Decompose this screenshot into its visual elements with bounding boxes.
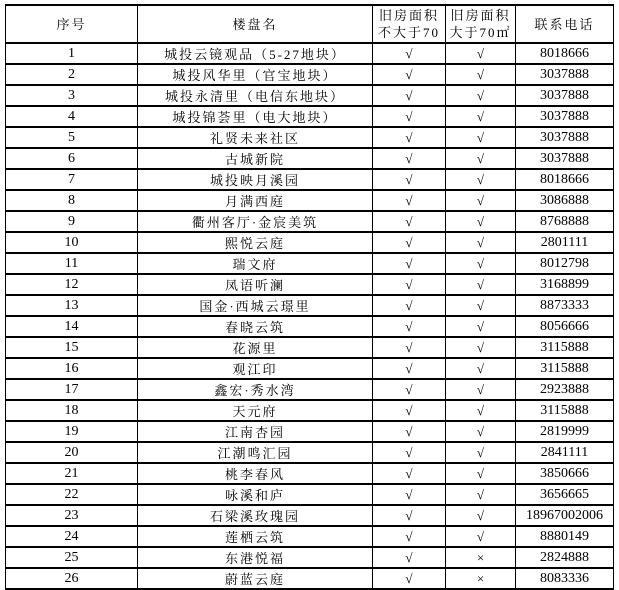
area-over-70-mark: √ <box>446 64 516 85</box>
phone-cell: 3086888 <box>516 190 614 211</box>
row-index-cell: 5 <box>6 127 138 148</box>
phone-cell: 3037888 <box>516 106 614 127</box>
area-over-70-mark: √ <box>446 253 516 274</box>
phone-cell: 8056666 <box>516 316 614 337</box>
phone-cell: 2824888 <box>516 547 614 568</box>
row-index-cell: 7 <box>6 169 138 190</box>
area-not-over-70-mark: √ <box>373 232 446 253</box>
area-not-over-70-mark: √ <box>373 253 446 274</box>
housing-projects-table <box>5 4 614 590</box>
area-over-70-mark: √ <box>446 274 516 295</box>
area-not-over-70-mark: √ <box>373 85 446 106</box>
area-not-over-70-mark: √ <box>373 316 446 337</box>
row-index-cell: 22 <box>6 484 138 505</box>
row-index-cell: 15 <box>6 337 138 358</box>
header-index: 序号 <box>6 5 138 43</box>
area-not-over-70-mark: √ <box>373 190 446 211</box>
area-over-70-mark: √ <box>446 85 516 106</box>
area-not-over-70-mark: √ <box>373 400 446 421</box>
area-over-70-mark: √ <box>446 295 516 316</box>
area-not-over-70-mark: √ <box>373 127 446 148</box>
row-index-cell: 23 <box>6 505 138 526</box>
area-not-over-70-mark: √ <box>373 505 446 526</box>
area-not-over-70-mark: √ <box>373 211 446 232</box>
area-over-70-mark: × <box>446 547 516 568</box>
project-name-cell: 桃李春风 <box>138 463 373 484</box>
area-not-over-70-mark: √ <box>373 169 446 190</box>
row-index-cell: 20 <box>6 442 138 463</box>
phone-cell: 3115888 <box>516 400 614 421</box>
area-not-over-70-mark: √ <box>373 106 446 127</box>
phone-cell: 3115888 <box>516 358 614 379</box>
phone-cell: 3037888 <box>516 148 614 169</box>
phone-cell: 8018666 <box>516 169 614 190</box>
header-area-not-over-70-line2: 不大于70 <box>377 25 440 40</box>
phone-cell: 8012798 <box>516 253 614 274</box>
area-not-over-70-mark: √ <box>373 43 446 64</box>
project-name-cell: 城投云镜观品（5-27地块） <box>138 43 373 64</box>
table-row <box>6 421 614 442</box>
area-over-70-mark: √ <box>446 190 516 211</box>
phone-cell: 8873333 <box>516 295 614 316</box>
project-name-cell: 石梁溪玫瑰园 <box>138 505 373 526</box>
phone-cell: 3850666 <box>516 463 614 484</box>
phone-cell: 2841111 <box>516 442 614 463</box>
area-over-70-mark: √ <box>446 379 516 400</box>
area-not-over-70-mark: √ <box>373 547 446 568</box>
table-row <box>6 337 614 358</box>
phone-cell: 8880149 <box>516 526 614 547</box>
area-not-over-70-mark: √ <box>373 568 446 589</box>
row-index-cell: 17 <box>6 379 138 400</box>
table-row <box>6 442 614 463</box>
table-row <box>6 85 614 106</box>
project-name-cell: 咏溪和庐 <box>138 484 373 505</box>
project-name-cell: 天元府 <box>138 400 373 421</box>
project-name-cell: 凤语听澜 <box>138 274 373 295</box>
project-name-cell: 鑫宏·秀水湾 <box>138 379 373 400</box>
project-name-cell: 城投风华里（官宝地块） <box>138 64 373 85</box>
project-name-cell: 蔚蓝云庭 <box>138 568 373 589</box>
area-over-70-mark: √ <box>446 484 516 505</box>
phone-cell: 8018666 <box>516 43 614 64</box>
row-index-cell: 19 <box>6 421 138 442</box>
row-index-cell: 25 <box>6 547 138 568</box>
header-project-name: 楼盘名 <box>138 5 373 43</box>
table-row <box>6 43 614 64</box>
table-row <box>6 232 614 253</box>
area-over-70-mark: √ <box>446 400 516 421</box>
row-index-cell: 11 <box>6 253 138 274</box>
project-name-cell: 莲栖云筑 <box>138 526 373 547</box>
project-name-cell: 观江印 <box>138 358 373 379</box>
header-contact-phone: 联系电话 <box>516 5 614 43</box>
table-row <box>6 106 614 127</box>
phone-cell: 3037888 <box>516 64 614 85</box>
project-name-cell: 城投永清里（电信东地块） <box>138 85 373 106</box>
header-area-not-over-70-line1: 旧房面积 <box>378 8 439 23</box>
area-over-70-mark: √ <box>446 211 516 232</box>
table-row <box>6 379 614 400</box>
phone-cell: 2801111 <box>516 232 614 253</box>
table-row <box>6 295 614 316</box>
area-not-over-70-mark: √ <box>373 64 446 85</box>
table-row <box>6 274 614 295</box>
table-row <box>6 148 614 169</box>
area-not-over-70-mark: √ <box>373 463 446 484</box>
phone-cell: 3037888 <box>516 85 614 106</box>
project-name-cell: 花源里 <box>138 337 373 358</box>
area-over-70-mark: √ <box>446 358 516 379</box>
area-over-70-mark: × <box>446 568 516 589</box>
row-index-cell: 13 <box>6 295 138 316</box>
area-over-70-mark: √ <box>446 463 516 484</box>
area-over-70-mark: √ <box>446 43 516 64</box>
row-index-cell: 3 <box>6 85 138 106</box>
area-over-70-mark: √ <box>446 421 516 442</box>
phone-cell: 3168899 <box>516 274 614 295</box>
phone-cell: 3037888 <box>516 127 614 148</box>
area-over-70-mark: √ <box>446 526 516 547</box>
table-body <box>6 43 614 589</box>
phone-cell: 3656665 <box>516 484 614 505</box>
phone-cell: 2819999 <box>516 421 614 442</box>
header-area-not-over-70 <box>373 5 446 43</box>
area-over-70-mark: √ <box>446 505 516 526</box>
project-name-cell: 熙悦云庭 <box>138 232 373 253</box>
row-index-cell: 24 <box>6 526 138 547</box>
area-over-70-mark: √ <box>446 316 516 337</box>
area-over-70-mark: √ <box>446 232 516 253</box>
table-row <box>6 190 614 211</box>
row-index-cell: 18 <box>6 400 138 421</box>
project-name-cell: 城投锦荟里（电大地块） <box>138 106 373 127</box>
row-index-cell: 4 <box>6 106 138 127</box>
project-name-cell: 东港悦福 <box>138 547 373 568</box>
row-index-cell: 2 <box>6 64 138 85</box>
row-index-cell: 14 <box>6 316 138 337</box>
area-not-over-70-mark: √ <box>373 442 446 463</box>
area-over-70-mark: √ <box>446 148 516 169</box>
table-row <box>6 358 614 379</box>
row-index-cell: 10 <box>6 232 138 253</box>
table-row <box>6 316 614 337</box>
area-over-70-mark: √ <box>446 337 516 358</box>
area-over-70-mark: √ <box>446 106 516 127</box>
project-name-cell: 江潮鸣汇园 <box>138 442 373 463</box>
area-over-70-mark: √ <box>446 127 516 148</box>
header-area-over-70-line2: 大于70㎡ <box>449 25 512 40</box>
area-over-70-mark: √ <box>446 442 516 463</box>
area-not-over-70-mark: √ <box>373 526 446 547</box>
area-not-over-70-mark: √ <box>373 358 446 379</box>
area-not-over-70-mark: √ <box>373 274 446 295</box>
area-not-over-70-mark: √ <box>373 484 446 505</box>
header-area-over-70 <box>446 5 516 43</box>
phone-cell: 8083336 <box>516 568 614 589</box>
table-row <box>6 547 614 568</box>
table-row <box>6 169 614 190</box>
project-name-cell: 瑞文府 <box>138 253 373 274</box>
area-over-70-mark: √ <box>446 169 516 190</box>
row-index-cell: 16 <box>6 358 138 379</box>
header-row <box>6 5 614 43</box>
phone-cell: 2923888 <box>516 379 614 400</box>
table-row <box>6 127 614 148</box>
area-not-over-70-mark: √ <box>373 295 446 316</box>
table-row <box>6 64 614 85</box>
table-row <box>6 568 614 589</box>
row-index-cell: 1 <box>6 43 138 64</box>
table-row <box>6 463 614 484</box>
table-row <box>6 400 614 421</box>
table-row <box>6 526 614 547</box>
project-name-cell: 礼贤未来社区 <box>138 127 373 148</box>
project-name-cell: 春晓云筑 <box>138 316 373 337</box>
phone-cell: 18967002006 <box>516 505 614 526</box>
row-index-cell: 9 <box>6 211 138 232</box>
area-not-over-70-mark: √ <box>373 148 446 169</box>
table-row <box>6 253 614 274</box>
phone-cell: 8768888 <box>516 211 614 232</box>
project-name-cell: 城投映月溪园 <box>138 169 373 190</box>
table-row <box>6 505 614 526</box>
project-name-cell: 月满西庭 <box>138 190 373 211</box>
row-index-cell: 26 <box>6 568 138 589</box>
project-name-cell: 江南杏园 <box>138 421 373 442</box>
area-not-over-70-mark: √ <box>373 379 446 400</box>
project-name-cell: 古城新院 <box>138 148 373 169</box>
row-index-cell: 6 <box>6 148 138 169</box>
area-not-over-70-mark: √ <box>373 337 446 358</box>
row-index-cell: 8 <box>6 190 138 211</box>
phone-cell: 3115888 <box>516 337 614 358</box>
row-index-cell: 12 <box>6 274 138 295</box>
table-row <box>6 211 614 232</box>
row-index-cell: 21 <box>6 463 138 484</box>
table-header <box>6 5 614 43</box>
table-row <box>6 484 614 505</box>
project-name-cell: 国金·西城云璟里 <box>138 295 373 316</box>
area-not-over-70-mark: √ <box>373 421 446 442</box>
header-area-over-70-line1: 旧房面积 <box>450 8 511 23</box>
project-name-cell: 衢州客厅·金宸美筑 <box>138 211 373 232</box>
